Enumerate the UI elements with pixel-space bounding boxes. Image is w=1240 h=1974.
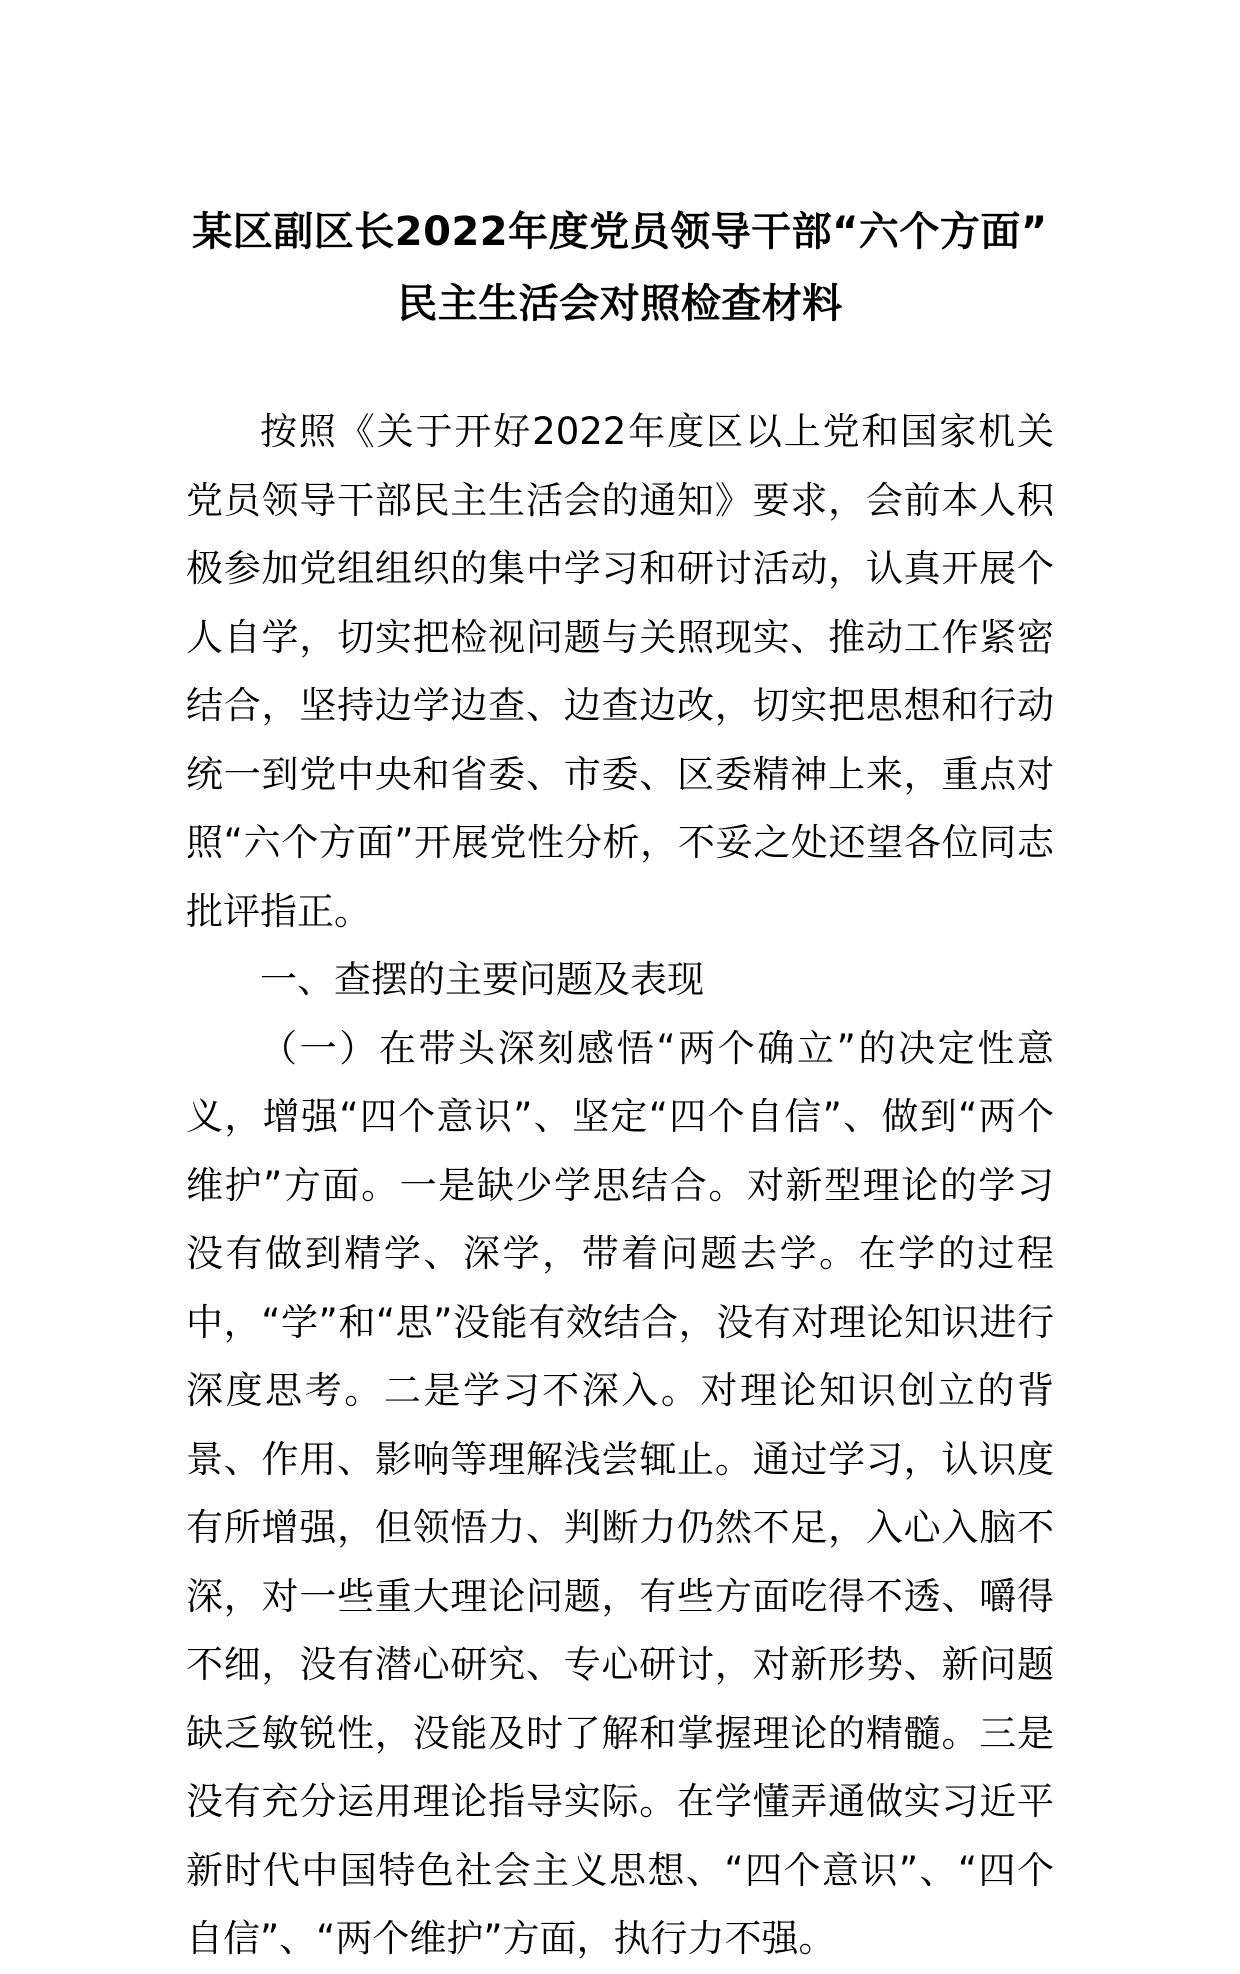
paragraph-intro: 按照《关于开好2022年度区以上党和国家机关党员领导干部民主生活会的通知》要求，会前本人积极参加党组组织的集中学习和研讨活动，认真开展个人自学，切实把检视问题与关照现实、推动工作紧密结合，坚持边学边查、边查边改，切实把思想和行动统一到党中央和省委、市委、区委精神上来，重点对照“六个方面”开展党性分析，不妥之处还望各位同志批评指正。: [186, 410, 1054, 933]
paragraph-subsection-1-1: （一）在带头深刻感悟“两个确立”的决定性意义，增强“四个意识”、坚定“四个自信”、做到“两个维护”方面。一是缺少学思结合。对新型理论的学习没有做到精学、深学，带着问题去学。在学的过程中，“学”和“思”没能有效结合，没有对理论知识进行深度思考。二是学习不深入。对理论知识创立的背景、作用、影响等理解浅尝辄止。通过学习，认识度有所增强，但领悟力、判断力仍然不足，入心入脑不深，对一些重大理论问题，有些方面吃得不透、嚼得不细，没有潜心研究、专心研讨，对新形势、新问题缺乏敏锐性，没能及时了解和掌握理论的精髓。三是没有充分运用理论指导实际。在学懂弄通做实习近平新时代中国特色社会主义思想、“四个意识”、“四个自信”、“两个维护”方面，执行力不强。: [186, 1026, 1054, 1960]
page-title: 某区副区长2022年度党员领导干部“六个方面”民主生活会对照检查材料: [192, 209, 1048, 327]
section-heading-1: 一、查摆的主要问题及表现: [260, 958, 704, 1001]
document-body: [186, 398, 1054, 1974]
document-content: [186, 0, 1054, 1974]
